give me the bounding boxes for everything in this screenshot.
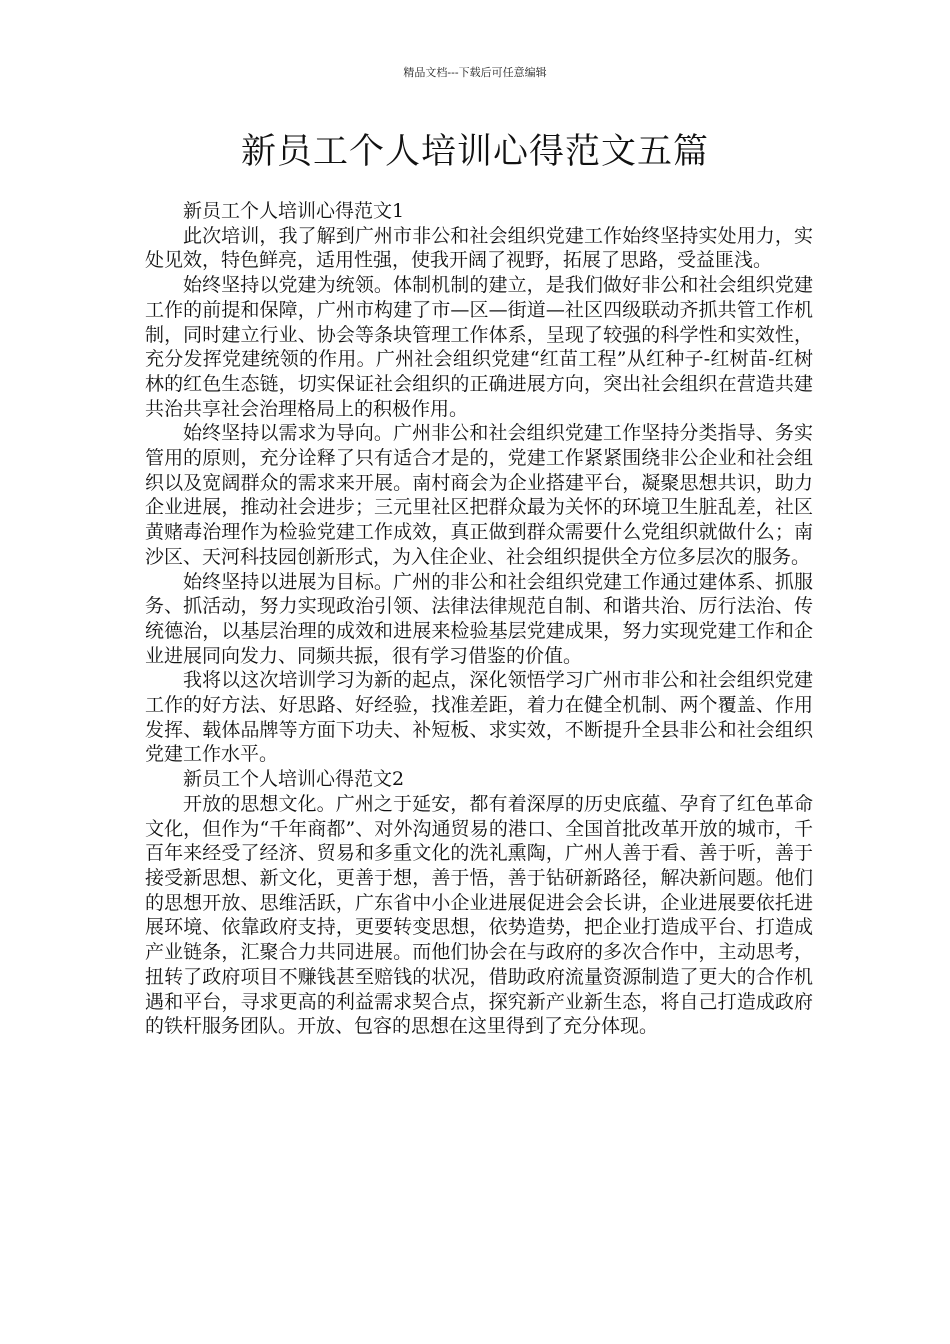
header-note: 精品文档---下载后可任意编辑: [403, 66, 547, 79]
paragraph: 始终坚持以需求为导向。广州非公和社会组织党建工作坚持分类指导、务实管用的原则，充分诠释了只有适合才是的，党建工作紧紧围绕非公企业和社会组织以及宽阔群众的需求来开展。南村商会为企业搭建平台，凝聚思想共识，助力企业进展，推动社会进步；三元里社区把群众最为关怀的环境卫生脏乱差，社区黄赌毒治理作为检验党建工作成效，真正做到群众需要什么党组织就做什么；南沙区、天河科技园创新形式，为入住企业、社会组织提供全方位多层次的服务。: [145, 422, 813, 568]
paragraph: 始终坚持以进展为目标。广州的非公和社会组织党建工作通过建体系、抓服务、抓活动，努力实现政治引领、法律法律规范自制、和谐共治、厉行法治、传统德治，以基层治理的成效和进展来检验基层党建成果，努力实现党建工作和企业进展同向发力、同频共振，很有学习借鉴的价值。: [145, 570, 813, 667]
section-heading-2: 新员工个人培训心得范文2: [183, 768, 405, 791]
paragraph: 始终坚持以党建为统领。体制机制的建立，是我们做好非公和社会组织党建工作的前提和保障，广州市构建了市—区—街道—社区四级联动齐抓共管工作机制，同时建立行业、协会等条块管理工作体系，呈现了较强的科学性和实效性，充分发挥党建统领的作用。广州社会组织党建“红苗工程”从红种子-红树苗-红树林的红色生态链，切实保证社会组织的正确进展方向，突出社会组织在营造共建共治共享社会治理格局上的积极作用。: [145, 274, 813, 420]
paragraph: 开放的思想文化。广州之于延安，都有着深厚的历史底蕴、孕育了红色革命文化，但作为“千年商都”、对外沟通贸易的港口、全国首批改革开放的城市，千百年来经受了经济、贸易和多重文化的洗礼熏陶，广州人善于看、善于听，善于接受新思想、新文化，更善于想，善于悟，善于钻研新路径，解决新问题。他们的思想开放、思维活跃，广东省中小企业进展促进会会长讲，企业进展要依托进展环境、依靠政府支持，更要转变思想，依势造势，把企业打造成平台、打造成产业链条，汇聚合力共同进展。而他们协会在与政府的多次合作中，主动思考，扭转了政府项目不赚钱甚至赔钱的状况，借助政府流量资源制造了更大的合作机遇和平台，寻求更高的利益需求契合点，探究新产业新生态，将自己打造成政府的铁杆服务团队。开放、包容的思想在这里得到了充分体现。: [145, 792, 813, 1038]
section-heading-1: 新员工个人培训心得范文1: [183, 200, 405, 222]
document-body: [145, 199, 813, 1039]
paragraph: 我将以这次培训学习为新的起点，深化领悟学习广州市非公和社会组织党建工作的好方法、好思路、好经验，找准差距，着力在健全机制、两个覆盖、作用发挥、载体品牌等方面下功夫、补短板、求实效，不断提升全县非公和社会组织党建工作水平。: [145, 669, 813, 766]
page-title: 新员工个人培训心得范文五篇: [240, 132, 709, 172]
paragraph: 此次培训，我了解到广州市非公和社会组织党建工作始终坚持实处用力，实处见效，特色鲜亮，适用性强，使我开阔了视野，拓展了思路，受益匪浅。: [145, 224, 813, 272]
